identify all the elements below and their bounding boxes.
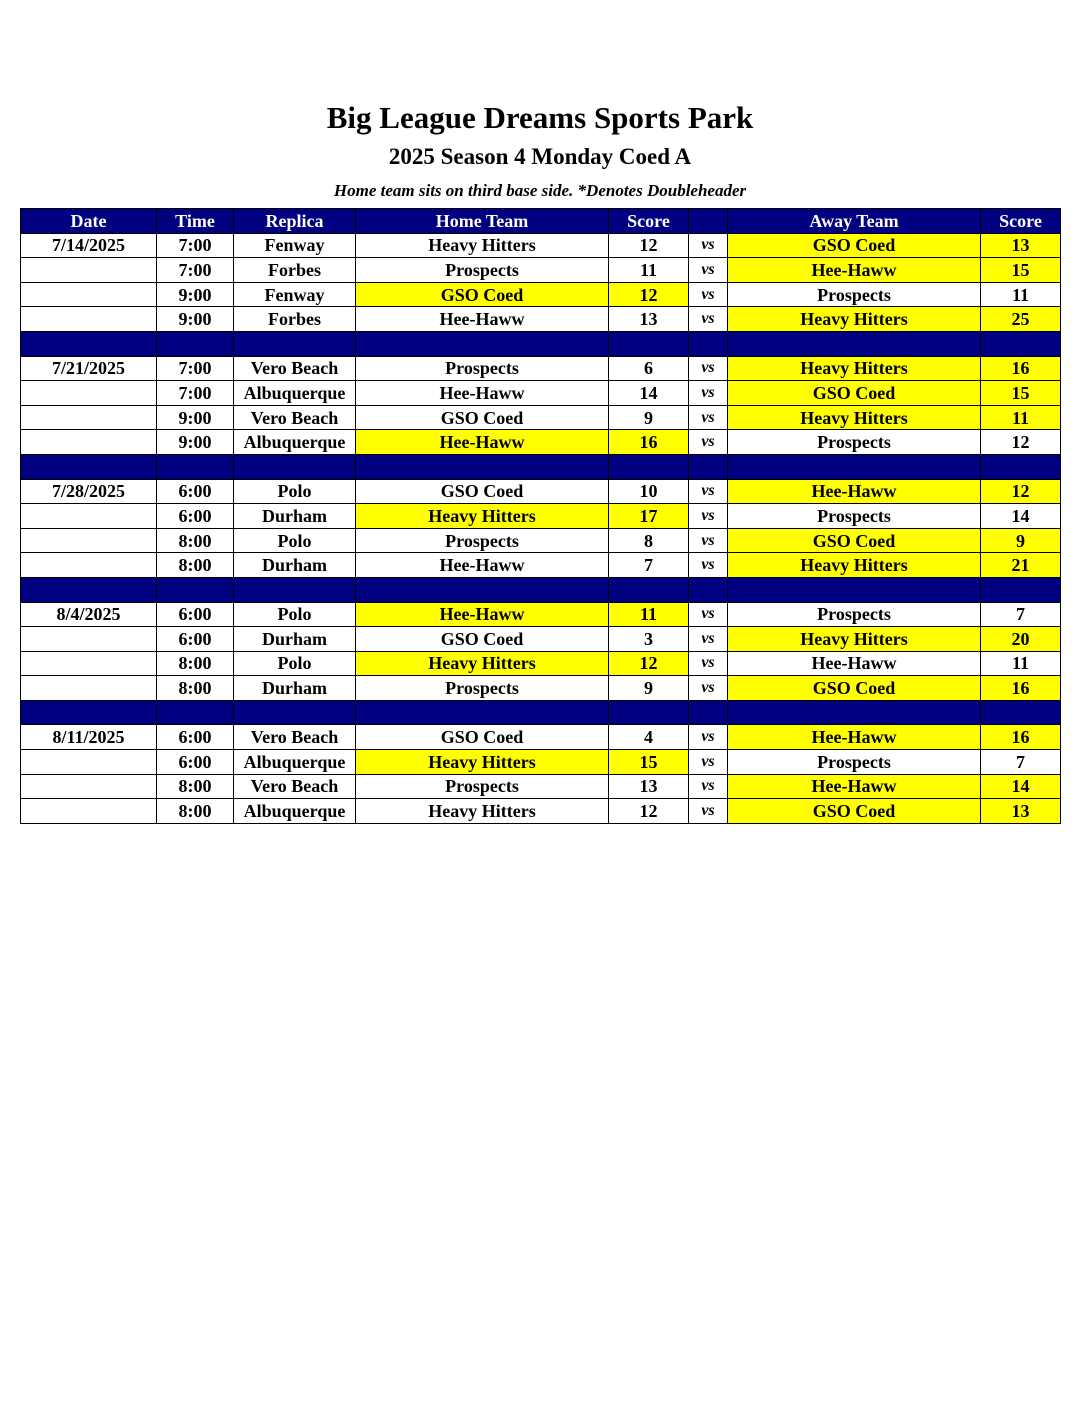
time-cell: 9:00 bbox=[157, 282, 234, 307]
game-row bbox=[21, 504, 1061, 529]
away-team-cell: Prospects bbox=[728, 504, 981, 529]
vs-cell: vs bbox=[689, 725, 728, 750]
separator-cell bbox=[609, 577, 689, 602]
time-cell: 9:00 bbox=[157, 307, 234, 332]
date-cell: 7/28/2025 bbox=[21, 479, 157, 504]
home-score-cell: 9 bbox=[609, 676, 689, 701]
home-team-cell: Hee-Haww bbox=[356, 307, 609, 332]
separator-cell bbox=[21, 577, 157, 602]
separator-cell bbox=[157, 454, 234, 479]
home-score-cell: 17 bbox=[609, 504, 689, 529]
separator-cell bbox=[609, 454, 689, 479]
away-team-cell: Prospects bbox=[728, 430, 981, 455]
replica-cell: Vero Beach bbox=[234, 725, 356, 750]
time-cell: 6:00 bbox=[157, 504, 234, 529]
home-team-cell: Prospects bbox=[356, 528, 609, 553]
time-cell: 8:00 bbox=[157, 799, 234, 824]
game-row bbox=[21, 282, 1061, 307]
game-row bbox=[21, 307, 1061, 332]
separator-cell bbox=[21, 331, 157, 356]
vs-cell: vs bbox=[689, 479, 728, 504]
home-team-cell: GSO Coed bbox=[356, 627, 609, 652]
replica-cell: Durham bbox=[234, 553, 356, 578]
date-cell bbox=[21, 430, 157, 455]
home-score-cell: 6 bbox=[609, 356, 689, 381]
separator-cell bbox=[728, 454, 981, 479]
home-team-cell: Hee-Haww bbox=[356, 381, 609, 406]
separator-cell bbox=[356, 331, 609, 356]
replica-cell: Vero Beach bbox=[234, 356, 356, 381]
home-score-cell: 11 bbox=[609, 602, 689, 627]
separator-cell bbox=[234, 331, 356, 356]
date-cell bbox=[21, 627, 157, 652]
schedule-body bbox=[21, 233, 1061, 823]
header-row bbox=[21, 209, 1061, 234]
separator-cell bbox=[689, 331, 728, 356]
col-away-score: Score bbox=[981, 209, 1061, 234]
time-cell: 8:00 bbox=[157, 553, 234, 578]
away-score-cell: 16 bbox=[981, 356, 1061, 381]
time-cell: 6:00 bbox=[157, 602, 234, 627]
vs-cell: vs bbox=[689, 651, 728, 676]
away-score-cell: 21 bbox=[981, 553, 1061, 578]
vs-cell: vs bbox=[689, 307, 728, 332]
home-score-cell: 12 bbox=[609, 651, 689, 676]
separator-cell bbox=[981, 331, 1061, 356]
date-cell bbox=[21, 799, 157, 824]
separator-cell bbox=[356, 454, 609, 479]
vs-cell: vs bbox=[689, 258, 728, 283]
replica-cell: Durham bbox=[234, 676, 356, 701]
replica-cell: Albuquerque bbox=[234, 750, 356, 775]
date-cell: 7/14/2025 bbox=[21, 233, 157, 258]
away-team-cell: Heavy Hitters bbox=[728, 405, 981, 430]
home-score-cell: 8 bbox=[609, 528, 689, 553]
schedule-note: Home team sits on third base side. *Denotes Doubleheader bbox=[333, 181, 747, 200]
page-title: Big League Dreams Sports Park bbox=[326, 100, 754, 135]
week-separator bbox=[21, 454, 1061, 479]
home-score-cell: 11 bbox=[609, 258, 689, 283]
game-row bbox=[21, 799, 1061, 824]
home-team-cell: Heavy Hitters bbox=[356, 504, 609, 529]
replica-cell: Forbes bbox=[234, 258, 356, 283]
date-cell bbox=[21, 381, 157, 406]
game-row bbox=[21, 356, 1061, 381]
game-row bbox=[21, 676, 1061, 701]
home-team-cell: Heavy Hitters bbox=[356, 651, 609, 676]
date-cell bbox=[21, 504, 157, 529]
home-score-cell: 12 bbox=[609, 282, 689, 307]
vs-cell: vs bbox=[689, 430, 728, 455]
time-cell: 7:00 bbox=[157, 381, 234, 406]
replica-cell: Forbes bbox=[234, 307, 356, 332]
away-team-cell: Hee-Haww bbox=[728, 479, 981, 504]
col-home-score: Score bbox=[609, 209, 689, 234]
replica-cell: Albuquerque bbox=[234, 430, 356, 455]
replica-cell: Vero Beach bbox=[234, 774, 356, 799]
vs-cell: vs bbox=[689, 676, 728, 701]
date-cell bbox=[21, 676, 157, 701]
separator-cell bbox=[234, 577, 356, 602]
week-separator bbox=[21, 700, 1061, 725]
home-team-cell: GSO Coed bbox=[356, 725, 609, 750]
date-cell bbox=[21, 282, 157, 307]
away-team-cell: Hee-Haww bbox=[728, 725, 981, 750]
home-score-cell: 16 bbox=[609, 430, 689, 455]
game-row bbox=[21, 602, 1061, 627]
vs-cell: vs bbox=[689, 504, 728, 529]
time-cell: 7:00 bbox=[157, 233, 234, 258]
home-team-cell: Hee-Haww bbox=[356, 553, 609, 578]
replica-cell: Polo bbox=[234, 528, 356, 553]
away-score-cell: 12 bbox=[981, 430, 1061, 455]
away-team-cell: Prospects bbox=[728, 602, 981, 627]
date-cell bbox=[21, 651, 157, 676]
home-team-cell: Heavy Hitters bbox=[356, 799, 609, 824]
separator-cell bbox=[689, 577, 728, 602]
game-row bbox=[21, 405, 1061, 430]
separator-cell bbox=[21, 700, 157, 725]
game-row bbox=[21, 430, 1061, 455]
away-score-cell: 13 bbox=[981, 799, 1061, 824]
time-cell: 6:00 bbox=[157, 750, 234, 775]
away-score-cell: 7 bbox=[981, 750, 1061, 775]
home-team-cell: Heavy Hitters bbox=[356, 750, 609, 775]
away-score-cell: 7 bbox=[981, 602, 1061, 627]
date-cell: 8/4/2025 bbox=[21, 602, 157, 627]
away-score-cell: 9 bbox=[981, 528, 1061, 553]
away-score-cell: 15 bbox=[981, 258, 1061, 283]
game-row bbox=[21, 258, 1061, 283]
separator-cell bbox=[609, 331, 689, 356]
separator-cell bbox=[689, 454, 728, 479]
date-cell: 8/11/2025 bbox=[21, 725, 157, 750]
separator-cell bbox=[356, 577, 609, 602]
home-score-cell: 7 bbox=[609, 553, 689, 578]
away-score-cell: 12 bbox=[981, 479, 1061, 504]
away-score-cell: 13 bbox=[981, 233, 1061, 258]
game-row bbox=[21, 528, 1061, 553]
game-row bbox=[21, 233, 1061, 258]
home-score-cell: 14 bbox=[609, 381, 689, 406]
replica-cell: Fenway bbox=[234, 282, 356, 307]
home-team-cell: Heavy Hitters bbox=[356, 233, 609, 258]
separator-cell bbox=[981, 577, 1061, 602]
home-team-cell: GSO Coed bbox=[356, 479, 609, 504]
away-team-cell: Prospects bbox=[728, 750, 981, 775]
vs-cell: vs bbox=[689, 774, 728, 799]
away-team-cell: GSO Coed bbox=[728, 381, 981, 406]
home-team-cell: GSO Coed bbox=[356, 282, 609, 307]
col-away-team: Away Team bbox=[728, 209, 981, 234]
time-cell: 6:00 bbox=[157, 479, 234, 504]
vs-cell: vs bbox=[689, 233, 728, 258]
away-score-cell: 11 bbox=[981, 282, 1061, 307]
date-cell bbox=[21, 774, 157, 799]
replica-cell: Fenway bbox=[234, 233, 356, 258]
time-cell: 6:00 bbox=[157, 627, 234, 652]
game-row bbox=[21, 774, 1061, 799]
time-cell: 9:00 bbox=[157, 430, 234, 455]
col-home-team: Home Team bbox=[356, 209, 609, 234]
vs-cell: vs bbox=[689, 356, 728, 381]
schedule-table bbox=[20, 208, 1061, 824]
week-separator bbox=[21, 331, 1061, 356]
away-team-cell: Hee-Haww bbox=[728, 651, 981, 676]
separator-cell bbox=[234, 454, 356, 479]
home-team-cell: Prospects bbox=[356, 676, 609, 701]
time-cell: 8:00 bbox=[157, 676, 234, 701]
game-row bbox=[21, 553, 1061, 578]
separator-cell bbox=[728, 577, 981, 602]
separator-cell bbox=[356, 700, 609, 725]
time-cell: 7:00 bbox=[157, 258, 234, 283]
away-score-cell: 16 bbox=[981, 676, 1061, 701]
replica-cell: Albuquerque bbox=[234, 381, 356, 406]
game-row bbox=[21, 651, 1061, 676]
replica-cell: Durham bbox=[234, 504, 356, 529]
col-vs bbox=[689, 209, 728, 234]
home-score-cell: 9 bbox=[609, 405, 689, 430]
date-cell bbox=[21, 405, 157, 430]
home-score-cell: 12 bbox=[609, 799, 689, 824]
away-team-cell: Prospects bbox=[728, 282, 981, 307]
separator-cell bbox=[728, 331, 981, 356]
home-team-cell: Hee-Haww bbox=[356, 602, 609, 627]
home-team-cell: Prospects bbox=[356, 258, 609, 283]
date-cell bbox=[21, 553, 157, 578]
away-score-cell: 14 bbox=[981, 504, 1061, 529]
vs-cell: vs bbox=[689, 528, 728, 553]
page-subtitle: 2025 Season 4 Monday Coed A bbox=[388, 144, 692, 169]
away-team-cell: Heavy Hitters bbox=[728, 356, 981, 381]
game-row bbox=[21, 627, 1061, 652]
separator-cell bbox=[981, 454, 1061, 479]
home-score-cell: 10 bbox=[609, 479, 689, 504]
date-cell bbox=[21, 307, 157, 332]
replica-cell: Durham bbox=[234, 627, 356, 652]
away-score-cell: 20 bbox=[981, 627, 1061, 652]
separator-cell bbox=[157, 577, 234, 602]
vs-cell: vs bbox=[689, 381, 728, 406]
away-team-cell: GSO Coed bbox=[728, 528, 981, 553]
away-score-cell: 11 bbox=[981, 651, 1061, 676]
home-score-cell: 15 bbox=[609, 750, 689, 775]
game-row bbox=[21, 381, 1061, 406]
away-team-cell: Heavy Hitters bbox=[728, 307, 981, 332]
time-cell: 8:00 bbox=[157, 774, 234, 799]
col-replica: Replica bbox=[234, 209, 356, 234]
separator-cell bbox=[157, 700, 234, 725]
away-score-cell: 15 bbox=[981, 381, 1061, 406]
away-team-cell: GSO Coed bbox=[728, 676, 981, 701]
separator-cell bbox=[981, 700, 1061, 725]
time-cell: 9:00 bbox=[157, 405, 234, 430]
vs-cell: vs bbox=[689, 799, 728, 824]
home-team-cell: Prospects bbox=[356, 774, 609, 799]
vs-cell: vs bbox=[689, 405, 728, 430]
home-team-cell: Prospects bbox=[356, 356, 609, 381]
separator-cell bbox=[21, 454, 157, 479]
separator-cell bbox=[157, 331, 234, 356]
time-cell: 7:00 bbox=[157, 356, 234, 381]
time-cell: 8:00 bbox=[157, 528, 234, 553]
game-row bbox=[21, 725, 1061, 750]
separator-cell bbox=[689, 700, 728, 725]
date-cell bbox=[21, 750, 157, 775]
away-team-cell: GSO Coed bbox=[728, 233, 981, 258]
replica-cell: Polo bbox=[234, 651, 356, 676]
home-team-cell: Hee-Haww bbox=[356, 430, 609, 455]
away-team-cell: Heavy Hitters bbox=[728, 627, 981, 652]
home-team-cell: GSO Coed bbox=[356, 405, 609, 430]
game-row bbox=[21, 479, 1061, 504]
week-separator bbox=[21, 577, 1061, 602]
home-score-cell: 3 bbox=[609, 627, 689, 652]
vs-cell: vs bbox=[689, 750, 728, 775]
vs-cell: vs bbox=[689, 627, 728, 652]
separator-cell bbox=[234, 700, 356, 725]
home-score-cell: 4 bbox=[609, 725, 689, 750]
away-score-cell: 14 bbox=[981, 774, 1061, 799]
separator-cell bbox=[609, 700, 689, 725]
time-cell: 6:00 bbox=[157, 725, 234, 750]
replica-cell: Albuquerque bbox=[234, 799, 356, 824]
replica-cell: Polo bbox=[234, 479, 356, 504]
time-cell: 8:00 bbox=[157, 651, 234, 676]
date-cell: 7/21/2025 bbox=[21, 356, 157, 381]
away-score-cell: 25 bbox=[981, 307, 1061, 332]
vs-cell: vs bbox=[689, 553, 728, 578]
away-score-cell: 16 bbox=[981, 725, 1061, 750]
replica-cell: Polo bbox=[234, 602, 356, 627]
game-row bbox=[21, 750, 1061, 775]
away-score-cell: 11 bbox=[981, 405, 1061, 430]
replica-cell: Vero Beach bbox=[234, 405, 356, 430]
separator-cell bbox=[728, 700, 981, 725]
away-team-cell: GSO Coed bbox=[728, 799, 981, 824]
away-team-cell: Hee-Haww bbox=[728, 258, 981, 283]
home-score-cell: 13 bbox=[609, 307, 689, 332]
col-date: Date bbox=[21, 209, 157, 234]
vs-cell: vs bbox=[689, 282, 728, 307]
away-team-cell: Hee-Haww bbox=[728, 774, 981, 799]
home-score-cell: 12 bbox=[609, 233, 689, 258]
date-cell bbox=[21, 528, 157, 553]
home-score-cell: 13 bbox=[609, 774, 689, 799]
col-time: Time bbox=[157, 209, 234, 234]
away-team-cell: Heavy Hitters bbox=[728, 553, 981, 578]
vs-cell: vs bbox=[689, 602, 728, 627]
date-cell bbox=[21, 258, 157, 283]
